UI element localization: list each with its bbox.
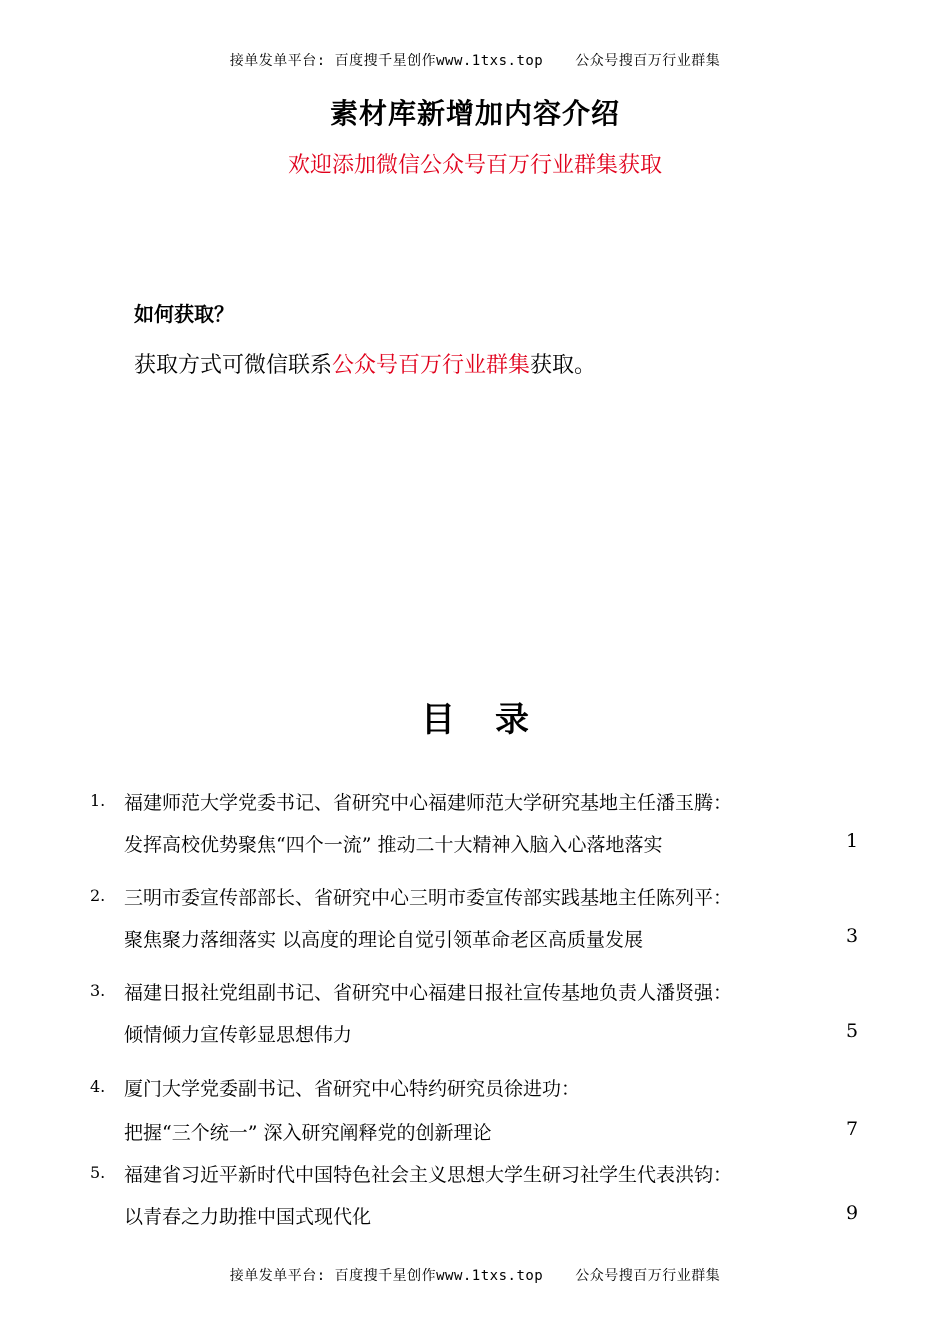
document-subtitle: 欢迎添加微信公众号百万行业群集获取 <box>287 153 662 178</box>
howto-answer-highlight: 公众号百万行业群集 <box>332 353 531 378</box>
toc-item-number: 2. <box>90 886 106 905</box>
toc-item-line2: 以青春之力助推中国式现代化 <box>124 1206 372 1228</box>
toc-item-number: 4. <box>90 1077 106 1096</box>
toc-item-page: 1 <box>846 830 859 852</box>
toc-item-line2: 倾情倾力宣传彰显思想伟力 <box>124 1024 353 1046</box>
toc-item-line2: 聚焦聚力落细落实 以高度的理论自觉引领革命老区高质量发展 <box>124 929 644 951</box>
toc-item-page: 7 <box>846 1118 859 1140</box>
toc-title: 目录 <box>421 700 569 740</box>
toc-item-line1: 福建省习近平新时代中国特色社会主义思想大学生研习社学生代表洪钧： <box>124 1164 733 1186</box>
footer-platform-text: 接单发单平台: 百度搜千星创作www.1txs.top <box>229 1268 544 1284</box>
header-platform-text: 接单发单平台: 百度搜千星创作www.1txs.top <box>229 53 544 69</box>
footer-account-text: 公众号搜百万行业群集 <box>575 1268 721 1284</box>
toc-item-line1: 福建日报社党组副书记、省研究中心福建日报社宣传基地负责人潘贤强： <box>124 982 733 1004</box>
toc-item-number: 1. <box>90 791 106 810</box>
howto-answer <box>134 348 596 379</box>
toc-item-line1: 福建师范大学党委书记、省研究中心福建师范大学研究基地主任潘玉腾： <box>124 792 733 814</box>
toc-item-number: 5. <box>90 1163 106 1182</box>
document-title: 素材库新增加内容介绍 <box>329 97 620 130</box>
howto-question: 如何获取？ <box>134 302 234 326</box>
toc-item-line2: 发挥高校优势聚焦“四个一流” 推动二十大精神入脑入心落地落实 <box>124 834 663 856</box>
toc-item-page: 9 <box>846 1202 859 1224</box>
toc-item-page: 3 <box>846 925 859 947</box>
howto-answer-pre: 获取方式可微信联系 <box>134 353 333 378</box>
toc-item-line2: 把握“三个统一” 深入研究阐释党的创新理论 <box>124 1122 492 1144</box>
page-header <box>0 50 950 70</box>
toc-item-line1: 厦门大学党委副书记、省研究中心特约研究员徐进功： <box>124 1078 581 1100</box>
toc-item-line1: 三明市委宣传部部长、省研究中心三明市委宣传部实践基地主任陈列平： <box>124 887 733 909</box>
toc-item-page: 5 <box>846 1020 859 1042</box>
howto-answer-post: 获取。 <box>530 353 597 378</box>
page-footer <box>0 1265 950 1285</box>
header-account-text: 公众号搜百万行业群集 <box>575 53 721 69</box>
toc-item-number: 3. <box>90 981 106 1000</box>
